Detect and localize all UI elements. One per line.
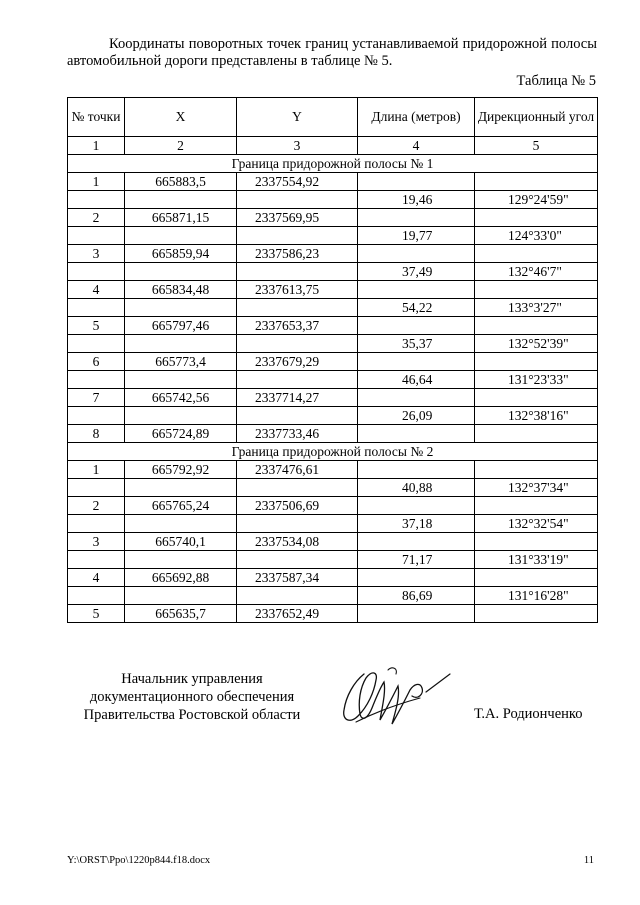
point-number-cell: 2 [68, 497, 125, 515]
length-cell: 86,69 [358, 587, 475, 605]
angle-cell: 132°37'34" [475, 479, 598, 497]
table-header-row [68, 98, 598, 137]
x-cell: 665859,94 [125, 245, 237, 263]
table-row [68, 389, 598, 407]
y-cell [237, 407, 358, 425]
table-row [68, 407, 598, 425]
table-row [68, 209, 598, 227]
header-point-number: № точки [68, 98, 125, 137]
x-cell: 665883,5 [125, 173, 237, 191]
length-cell [358, 533, 475, 551]
position-line: Начальник управления [121, 671, 263, 687]
header-y: Y [237, 98, 358, 137]
point-number-cell [68, 587, 125, 605]
length-cell [358, 389, 475, 407]
x-cell [125, 587, 237, 605]
angle-cell [475, 209, 598, 227]
table-row [68, 425, 598, 443]
x-cell [125, 263, 237, 281]
table-row [68, 317, 598, 335]
point-number-cell: 8 [68, 425, 125, 443]
length-cell [358, 569, 475, 587]
y-cell [237, 551, 358, 569]
x-cell [125, 299, 237, 317]
length-cell [358, 281, 475, 299]
angle-cell [475, 605, 598, 623]
header-x: X [125, 98, 237, 137]
point-number-cell [68, 515, 125, 533]
table-row [68, 569, 598, 587]
column-number: 4 [358, 137, 475, 155]
length-cell [358, 497, 475, 515]
position-line: документационного обеспечения [89, 689, 295, 705]
x-cell: 665765,24 [125, 497, 237, 515]
length-cell [358, 173, 475, 191]
y-cell: 2337714,27 [237, 389, 358, 407]
intro-paragraph: Координаты поворотных точек границ устанавливаемой придорожной полосы автомобильной дороги представлены в таблице № 5. [67, 36, 597, 69]
angle-cell [475, 353, 598, 371]
angle-cell [475, 497, 598, 515]
angle-cell [475, 173, 598, 191]
x-cell: 665834,48 [125, 281, 237, 299]
length-cell: 54,22 [358, 299, 475, 317]
column-number: 2 [125, 137, 237, 155]
table-row [68, 173, 598, 191]
header-angle: Дирекционный угол [475, 98, 598, 137]
length-cell: 71,17 [358, 551, 475, 569]
angle-cell: 133°3'27" [475, 299, 598, 317]
x-cell [125, 191, 237, 209]
angle-cell [475, 425, 598, 443]
table-row [68, 299, 598, 317]
y-cell [237, 371, 358, 389]
x-cell: 665692,88 [125, 569, 237, 587]
x-cell: 665797,46 [125, 317, 237, 335]
angle-cell: 132°38'16" [475, 407, 598, 425]
y-cell: 2337476,61 [237, 461, 358, 479]
y-cell: 2337569,95 [237, 209, 358, 227]
angle-cell [475, 533, 598, 551]
x-cell: 665740,1 [125, 533, 237, 551]
point-number-cell [68, 335, 125, 353]
point-number-cell: 2 [68, 209, 125, 227]
x-cell: 665635,7 [125, 605, 237, 623]
table-row [68, 335, 598, 353]
length-cell [358, 425, 475, 443]
angle-cell: 131°23'33" [475, 371, 598, 389]
angle-cell: 132°46'7" [475, 263, 598, 281]
point-number-cell [68, 299, 125, 317]
table-row [68, 587, 598, 605]
angle-cell: 131°16'28" [475, 587, 598, 605]
table-row [68, 551, 598, 569]
section-title-row [68, 443, 598, 461]
y-cell [237, 515, 358, 533]
x-cell [125, 515, 237, 533]
position-line: Правительства Ростовской области [83, 707, 301, 723]
table-row [68, 371, 598, 389]
x-cell [125, 335, 237, 353]
section-title-row [68, 155, 598, 173]
y-cell [237, 479, 358, 497]
table-caption: Таблица № 5 [516, 73, 596, 89]
y-cell: 2337652,49 [237, 605, 358, 623]
x-cell [125, 551, 237, 569]
length-cell [358, 605, 475, 623]
table-row [68, 281, 598, 299]
page-number: 11 [583, 855, 594, 866]
y-cell [237, 335, 358, 353]
table-row [68, 479, 598, 497]
column-number: 3 [237, 137, 358, 155]
angle-cell [475, 389, 598, 407]
y-cell: 2337653,37 [237, 317, 358, 335]
point-number-cell: 3 [68, 245, 125, 263]
y-cell [237, 227, 358, 245]
table-row [68, 533, 598, 551]
x-cell: 665742,56 [125, 389, 237, 407]
point-number-cell: 7 [68, 389, 125, 407]
y-cell: 2337613,75 [237, 281, 358, 299]
point-number-cell: 1 [68, 173, 125, 191]
x-cell [125, 479, 237, 497]
table-row [68, 263, 598, 281]
point-number-cell: 5 [68, 605, 125, 623]
angle-cell: 131°33'19" [475, 551, 598, 569]
length-cell [358, 245, 475, 263]
table-row [68, 497, 598, 515]
column-number: 5 [475, 137, 598, 155]
angle-cell: 132°32'54" [475, 515, 598, 533]
table-row [68, 191, 598, 209]
length-cell: 46,64 [358, 371, 475, 389]
length-cell: 37,18 [358, 515, 475, 533]
y-cell [237, 191, 358, 209]
column-number: 1 [68, 137, 125, 155]
position-title [67, 670, 317, 724]
point-number-cell: 4 [68, 281, 125, 299]
angle-cell: 132°52'39" [475, 335, 598, 353]
section-title: Граница придорожной полосы № 2 [68, 443, 598, 461]
file-path: Y:\ORST\Ppo\1220p844.f18.docx [67, 855, 211, 866]
y-cell: 2337506,69 [237, 497, 358, 515]
x-cell: 665792,92 [125, 461, 237, 479]
header-length: Длина (метров) [358, 98, 475, 137]
point-number-cell [68, 551, 125, 569]
x-cell [125, 371, 237, 389]
coordinates-table [67, 97, 598, 623]
point-number-cell [68, 371, 125, 389]
y-cell: 2337534,08 [237, 533, 358, 551]
y-cell [237, 263, 358, 281]
angle-cell [475, 461, 598, 479]
length-cell [358, 209, 475, 227]
column-number-row [68, 137, 598, 155]
angle-cell [475, 569, 598, 587]
length-cell: 26,09 [358, 407, 475, 425]
table-row [68, 605, 598, 623]
x-cell: 665871,15 [125, 209, 237, 227]
table-row [68, 461, 598, 479]
length-cell: 19,46 [358, 191, 475, 209]
y-cell: 2337587,34 [237, 569, 358, 587]
length-cell [358, 461, 475, 479]
point-number-cell [68, 263, 125, 281]
length-cell [358, 353, 475, 371]
y-cell [237, 587, 358, 605]
point-number-cell: 6 [68, 353, 125, 371]
section-title: Граница придорожной полосы № 1 [68, 155, 598, 173]
length-cell: 19,77 [358, 227, 475, 245]
x-cell: 665724,89 [125, 425, 237, 443]
point-number-cell: 5 [68, 317, 125, 335]
length-cell: 40,88 [358, 479, 475, 497]
point-number-cell [68, 479, 125, 497]
handwritten-signature [336, 662, 454, 740]
point-number-cell [68, 191, 125, 209]
y-cell: 2337733,46 [237, 425, 358, 443]
length-cell [358, 317, 475, 335]
table-row [68, 245, 598, 263]
angle-cell [475, 317, 598, 335]
point-number-cell [68, 407, 125, 425]
length-cell: 35,37 [358, 335, 475, 353]
point-number-cell: 4 [68, 569, 125, 587]
point-number-cell [68, 227, 125, 245]
x-cell: 665773,4 [125, 353, 237, 371]
table-row [68, 353, 598, 371]
table-row [68, 227, 598, 245]
length-cell: 37,49 [358, 263, 475, 281]
angle-cell [475, 281, 598, 299]
angle-cell: 129°24'59" [475, 191, 598, 209]
y-cell: 2337554,92 [237, 173, 358, 191]
y-cell: 2337679,29 [237, 353, 358, 371]
x-cell [125, 227, 237, 245]
x-cell [125, 407, 237, 425]
y-cell [237, 299, 358, 317]
y-cell: 2337586,23 [237, 245, 358, 263]
angle-cell: 124°33'0" [475, 227, 598, 245]
table-row [68, 515, 598, 533]
point-number-cell: 3 [68, 533, 125, 551]
signer-name: Т.А. Родионченко [474, 706, 583, 722]
angle-cell [475, 245, 598, 263]
point-number-cell: 1 [68, 461, 125, 479]
